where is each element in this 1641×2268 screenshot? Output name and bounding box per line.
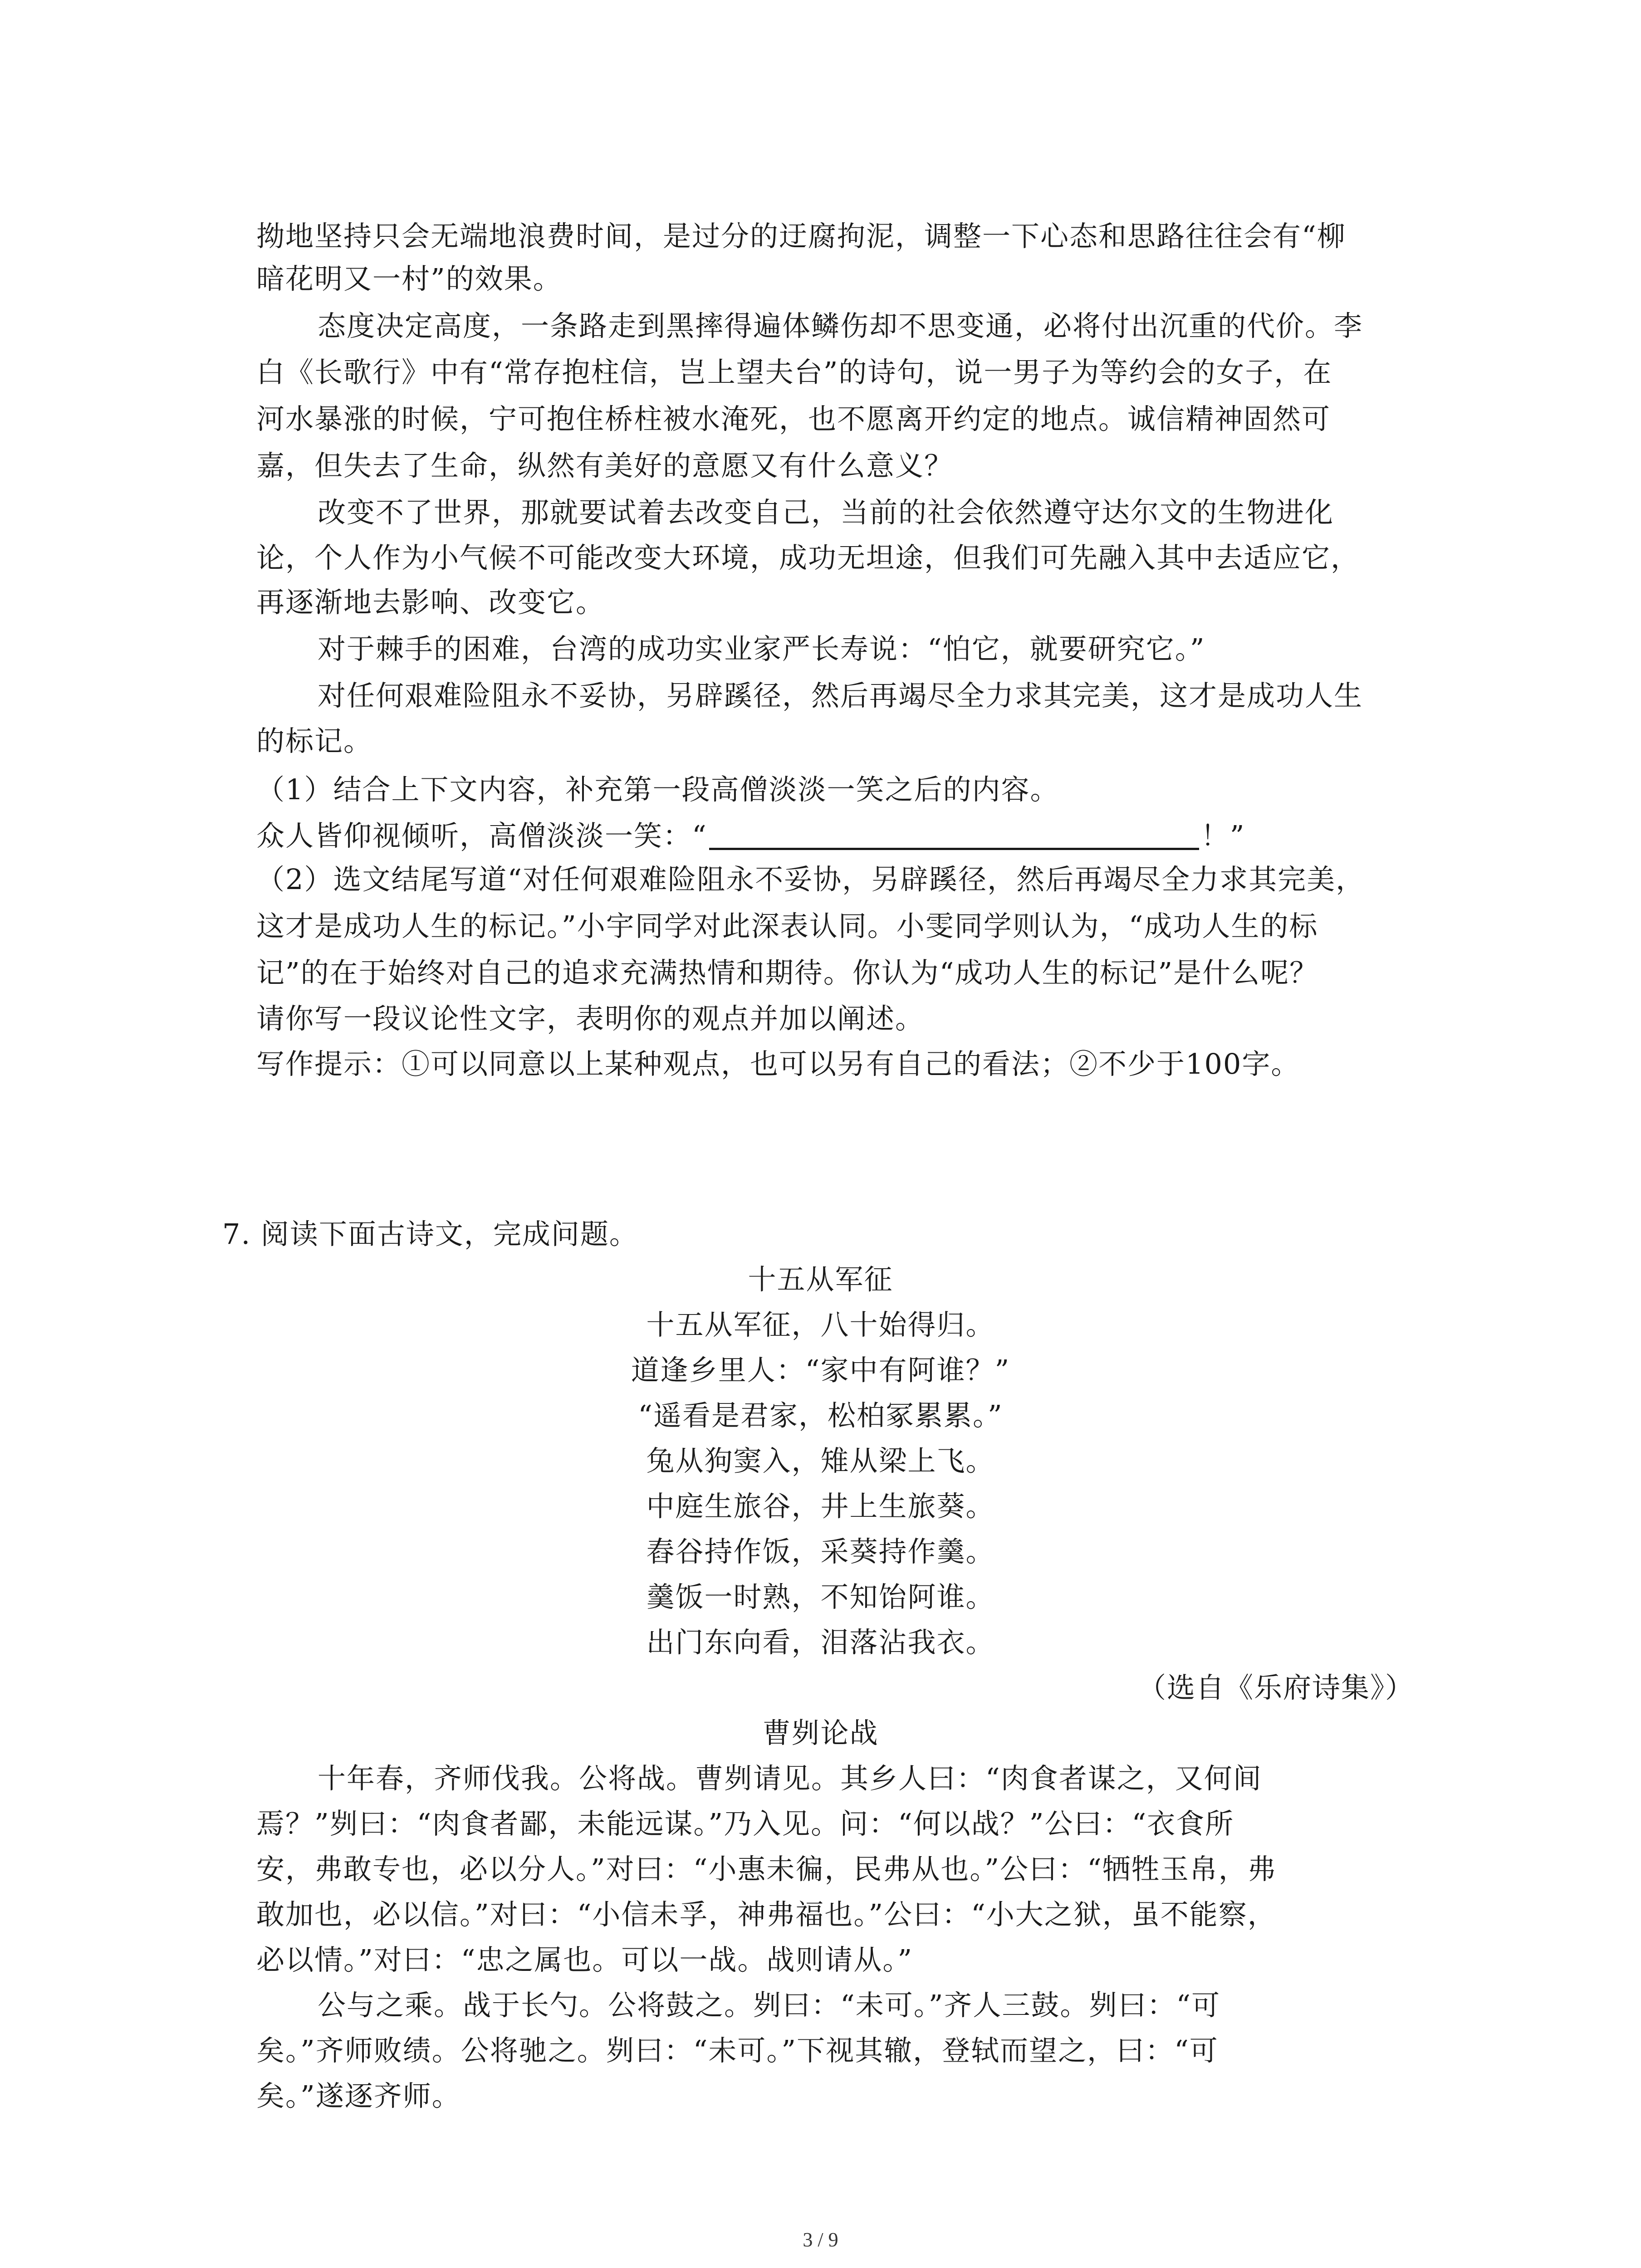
question-1-fill — [256, 819, 1245, 852]
passage-line: 对于棘手的困难，台湾的成功实业家严长寿说：“怕它，就要研究它。” — [318, 632, 1205, 665]
poem-line: 兔从狗窦入，雉从梁上飞。 — [646, 1444, 995, 1477]
prose-line: 安，弗敢专也，必以分人。”对曰：“小惠未徧，民弗从也。”公曰：“牺牲玉帛，弗 — [256, 1853, 1277, 1886]
passage-line: 拗地坚持只会无端地浪费时间，是过分的迂腐拘泥，调整一下心态和思路往往会有“柳 — [256, 220, 1346, 253]
poem-title: 十五从军征 — [748, 1263, 893, 1296]
passage-line: 白《长歌行》中有“常存抱柱信，岂上望夫台”的诗句，说一男子为等约会的女子，在 — [256, 356, 1332, 389]
passage-line: 暗花明又一村”的效果。 — [256, 262, 562, 295]
poem-line: 舂谷持作饭，采葵持作羹。 — [646, 1535, 995, 1568]
question-7-heading: 7. 阅读下面古诗文，完成问题。 — [222, 1217, 638, 1251]
poem-line: 中庭生旅谷，井上生旅葵。 — [646, 1490, 995, 1523]
poem-line: 羹饭一时熟，不知饴阿谁。 — [646, 1580, 995, 1613]
poem-line: 十五从军征，八十始得归。 — [646, 1308, 995, 1341]
question-2-line: 这才是成功人生的标记。”小宇同学对此深表认同。小雯同学则认为，“成功人生的标 — [256, 909, 1318, 943]
question-2-line: 请你写一段议论性文字，表明你的观点并加以阐述。 — [256, 1002, 925, 1035]
prose-line: 矣。”齐师败绩。公将驰之。刿曰：“未可。”下视其辙，登轼而望之，曰：“可 — [256, 2034, 1219, 2067]
passage-line: 再逐渐地去影响、改变它。 — [256, 586, 605, 619]
poem-source: （选自《乐府诗集》） — [1137, 1671, 1414, 1704]
question-2-line: 记”的在于始终对自己的追求充满热情和期待。你认为“成功人生的标记”是什么呢？ — [256, 956, 1319, 989]
prose-line: 矣。”遂逐齐师。 — [256, 2079, 461, 2112]
passage-line: 改变不了世界，那就要试着去改变自己，当前的社会依然遵守达尔文的生物进化 — [318, 496, 1334, 529]
passage-line: 论，个人作为小气候不可能改变大环境，成功无坦途，但我们可先融入其中去适应它， — [256, 541, 1360, 574]
prose-title: 曹刿论战 — [762, 1716, 879, 1750]
poem-line: “遥看是君家，松柏冢累累。” — [638, 1399, 1003, 1432]
fill-suffix: ！” — [1200, 819, 1245, 852]
question-1-prompt: （1）结合上下文内容，补充第一段高僧淡淡一笑之后的内容。 — [256, 773, 1059, 806]
prose-line: 敢加也，必以信。”对曰：“小信未孚，神弗福也。”公曰：“小大之狱，虽不能察， — [256, 1898, 1277, 1931]
poem-line: 道逢乡里人：“家中有阿谁？” — [631, 1354, 1010, 1387]
question-2-line: （2）选文结尾写道“对任何艰难险阻永不妥协，另辟蹊径，然后再竭尽全力求其完美， — [256, 863, 1365, 896]
writing-hint: 写作提示：①可以同意以上某种观点，也可以另有自己的看法；②不少于100字。 — [256, 1047, 1300, 1080]
page-number: 3 / 9 — [803, 2229, 838, 2251]
passage-line: 河水暴涨的时候，宁可抱住桥柱被水淹死，也不愿离开约定的地点。诚信精神固然可 — [256, 402, 1331, 435]
passage-line: 对任何艰难险阻永不妥协，另辟蹊径，然后再竭尽全力求其完美，这才是成功人生 — [318, 679, 1363, 712]
passage-line: 嘉，但失去了生命，纵然有美好的意愿又有什么意义？ — [256, 449, 954, 482]
poem-line: 出门东向看，泪落沾我衣。 — [646, 1626, 995, 1659]
prose-line: 必以情。”对曰：“忠之属也。可以一战。战则请从。” — [256, 1943, 913, 1976]
answer-blank[interactable] — [709, 822, 1199, 850]
passage-line: 态度决定高度，一条路走到黑摔得遍体鳞伤却不思变通，必将付出沉重的代价。李 — [318, 309, 1363, 342]
prose-line: 焉？”刿曰：“肉食者鄙，未能远谋。”乃入见。问：“何以战？”公曰：“衣食所 — [256, 1807, 1234, 1840]
prose-line: 十年春，齐师伐我。公将战。曹刿请见。其乡人曰：“肉食者谋之，又何间 — [318, 1762, 1262, 1795]
fill-prefix: 众人皆仰视倾听，高僧淡淡一笑：“ — [256, 819, 707, 852]
passage-line: 的标记。 — [256, 724, 373, 758]
prose-line: 公与之乘。战于长勺。公将鼓之。刿曰：“未可。”齐人三鼓。刿曰：“可 — [318, 1989, 1221, 2022]
